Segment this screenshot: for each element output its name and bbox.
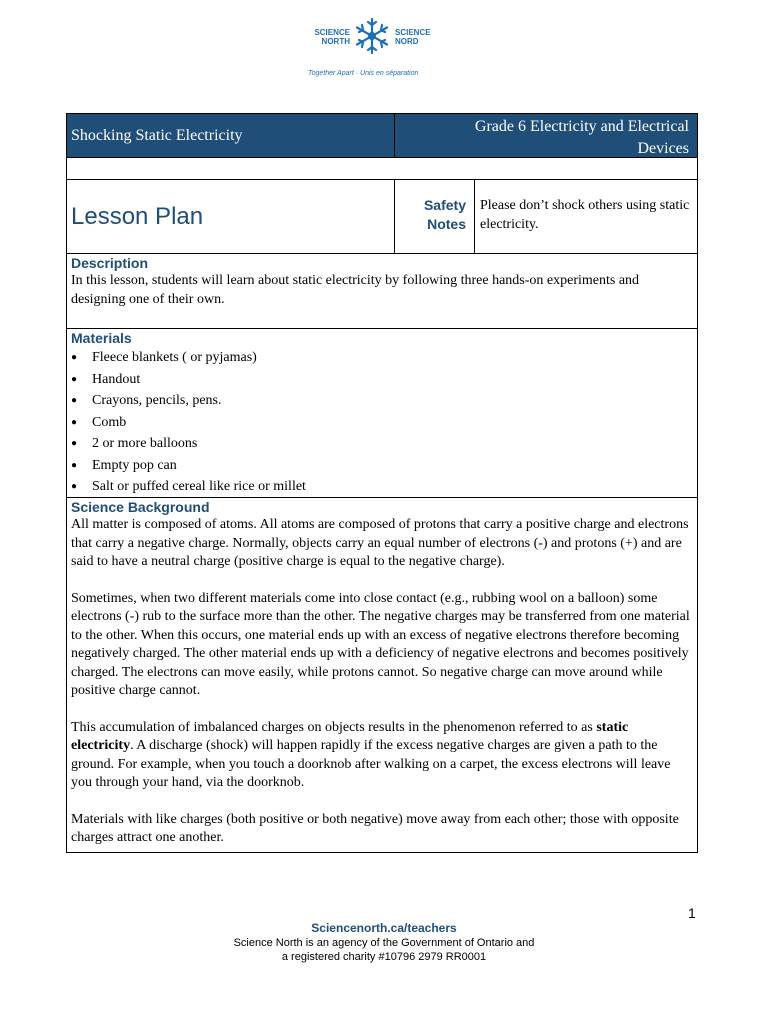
logo-tagline: Together Apart · Unis en séparation (308, 70, 419, 77)
safety-notes-label: Safety Notes (395, 180, 475, 253)
science-background-section (67, 498, 697, 852)
description-row (66, 254, 698, 329)
list-item: ● Handout (71, 369, 306, 391)
logo-left-text: SCIENCE NORTH (314, 28, 350, 46)
materials-heading: Materials (71, 330, 132, 346)
list-item: ● Salt or puffed cereal like rice or millet (71, 476, 306, 498)
list-item: ● Empty pop can (71, 455, 306, 477)
lesson-title: Shocking Static Electricity (67, 114, 395, 157)
footer-line-2: a registered charity #10796 2979 RR0001 (281, 951, 487, 963)
teachers-link[interactable]: Sciencenorth.ca/teachers (311, 921, 457, 935)
logo-right-text: SCIENCE NORD (395, 28, 431, 46)
page-footer (0, 921, 768, 964)
description-text: In this lesson, students will learn about static electricity by following three hands-on experiments and designing one of their own. (71, 273, 640, 307)
background-row (66, 498, 698, 853)
background-paragraph-3: This accumulation of imbalanced charges on objects results in the phenomenon referred to as static electricity. A discharge (shock) will happen rapidly if the excess negative charges are given a path to the ground. For example, when you touch a doorknob after walking on a carpet, the excess electrons will leave you through your hand, via the doorknob. (71, 719, 671, 790)
science-background-heading: Science Background (71, 499, 210, 515)
background-paragraph-2: Sometimes, when two different materials come into close contact (e.g., rubbing wool on a balloon) some electrons (-) rub to the surface more than the other. The negative charges may be transferred from one material to the other. When this occurs, one material ends up with an excess of negative electrons therefore becoming negatively charged. The other material ends up with a deficiency of negative electrons and becomes positively charged. The electrons can move easily, while protons cannot. So negative charge can move around while positive charge cannot. (71, 590, 690, 698)
page-number: 1 (688, 905, 696, 921)
lesson-plan-row (66, 180, 698, 254)
lesson-document (66, 113, 698, 853)
static-electricity-term: static electricity (71, 719, 629, 753)
snowflake-icon (352, 16, 392, 56)
safety-notes-text: Please don’t shock others using static electricity. (480, 198, 690, 232)
description-heading: Description (71, 255, 149, 271)
list-item: ● 2 or more balloons (71, 433, 306, 455)
footer-line-1: Science North is an agency of the Government of Ontario and (233, 937, 535, 949)
materials-list (71, 347, 306, 498)
lesson-plan-heading: Lesson Plan (67, 180, 395, 253)
science-north-logo (300, 14, 468, 82)
list-item: ● Comb (71, 412, 306, 434)
materials-row (66, 329, 698, 498)
spacer-row (66, 158, 698, 180)
list-item: ● Crayons, pencils, pens. (71, 390, 306, 412)
grade-label: Grade 6 Electricity and Electrical Devices (395, 114, 697, 157)
materials-section (67, 329, 311, 497)
description-section (67, 254, 697, 328)
header-row (66, 113, 698, 158)
list-item: ● Fleece blankets ( or pyjamas) (71, 347, 306, 369)
background-paragraph-4: Materials with like charges (both positive or both negative) move away from each other; those with opposite charges attract one another. (71, 811, 679, 845)
background-paragraph-1: All matter is composed of atoms. All atoms are composed of protons that carry a positive charge and electrons that carry a negative charge. Normally, objects carry an equal number of electrons (-) and protons (+) and are said to have a neutral charge (positive charge is equal to the negative charge). (71, 517, 689, 569)
